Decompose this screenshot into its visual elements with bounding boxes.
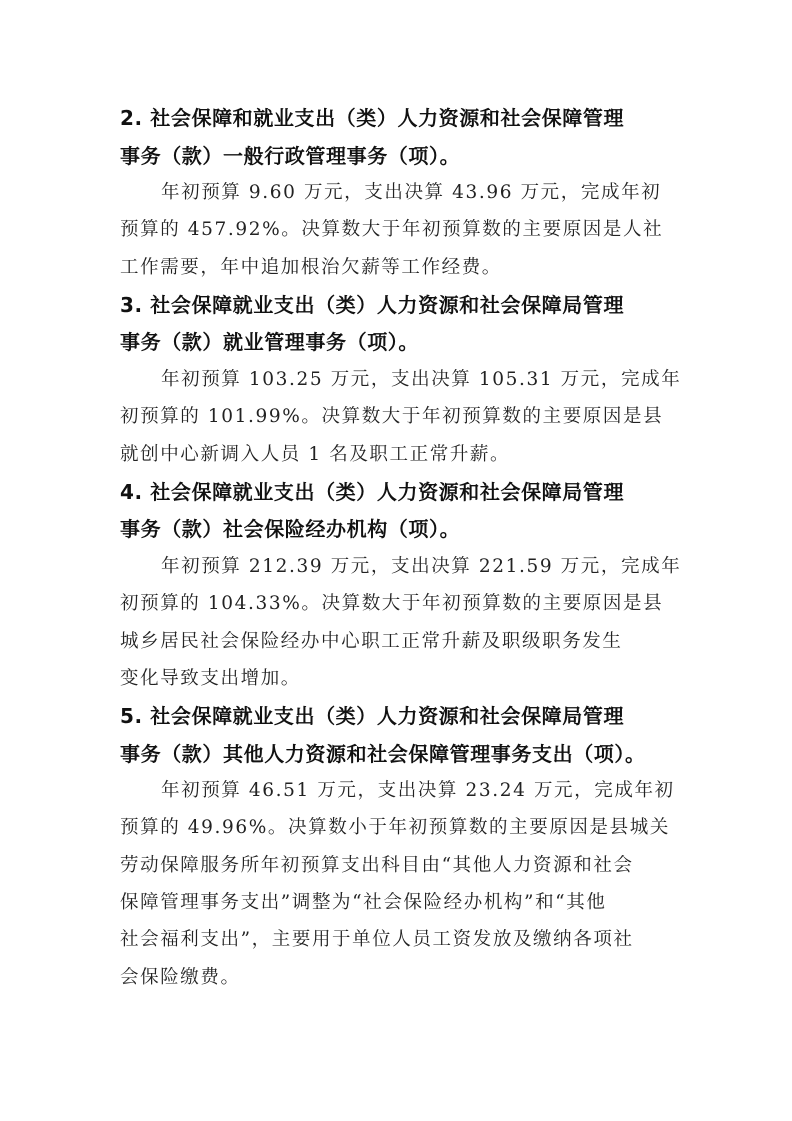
section-5-heading-line-1: 5. 社会保障就业支出（类）人力资源和社会保障局管理: [120, 704, 625, 728]
section-3-heading-line-2: 事务（款）就业管理事务（项）。: [120, 330, 419, 354]
section-5-body-line-6: 会保险缴费。: [120, 967, 241, 988]
section-3-body-line-1: 年初预算 103.25 万元，支出决算 105.31 万元，完成年: [161, 369, 682, 390]
section-3-body-line-2: 初预算的 101.99%。决算数大于年初预算数的主要原因是县: [120, 406, 664, 427]
section-5-body-line-5: 社会福利支出”，主要用于单位人员工资发放及缴纳各项社: [120, 929, 634, 950]
section-4-body-line-2: 初预算的 104.33%。决算数大于年初预算数的主要原因是县: [120, 593, 664, 614]
section-2-heading-line-1: 2. 社会保障和就业支出（类）人力资源和社会保障管理: [120, 106, 625, 130]
section-3-heading-line-1: 3. 社会保障就业支出（类）人力资源和社会保障局管理: [120, 293, 625, 317]
section-4-heading-line-2: 事务（款）社会保险经办机构（项）。: [120, 517, 461, 541]
section-5-heading-line-2: 事务（款）其他人力资源和社会保障管理事务支出（项）。: [120, 742, 646, 766]
section-5-body-line-4: 保障管理事务支出”调整为“社会保险经办机构”和“其他: [120, 892, 607, 913]
section-2-body-line-2: 预算的 457.92%。决算数大于年初预算数的主要原因是人社: [120, 219, 664, 240]
section-4-heading-line-1: 4. 社会保障就业支出（类）人力资源和社会保障局管理: [120, 480, 625, 504]
section-3-body-line-3: 就创中心新调入人员 1 名及职工正常升薪。: [120, 444, 511, 465]
section-5-body-line-3: 劳动保障服务所年初预算支出科目由“其他人力资源和社会: [120, 855, 634, 876]
section-5-body-line-2: 预算的 49.96%。决算数小于年初预算数的主要原因是县城关: [120, 817, 670, 838]
section-2-body-line-1: 年初预算 9.60 万元，支出决算 43.96 万元，完成年初: [161, 182, 662, 203]
section-4-body-line-4: 变化导致支出增加。: [120, 668, 301, 689]
section-2-heading-line-2: 事务（款）一般行政管理事务（项）。: [120, 144, 461, 168]
section-4-body-line-3: 城乡居民社会保险经办中心职工正常升薪及职级职务发生: [120, 631, 623, 652]
section-4-body-line-1: 年初预算 212.39 万元，支出决算 221.59 万元，完成年: [161, 556, 682, 577]
section-2-body-line-3: 工作需要，年中追加根治欠薪等工作经费。: [120, 257, 502, 278]
section-5-body-line-1: 年初预算 46.51 万元，支出决算 23.24 万元，完成年初: [161, 780, 675, 801]
